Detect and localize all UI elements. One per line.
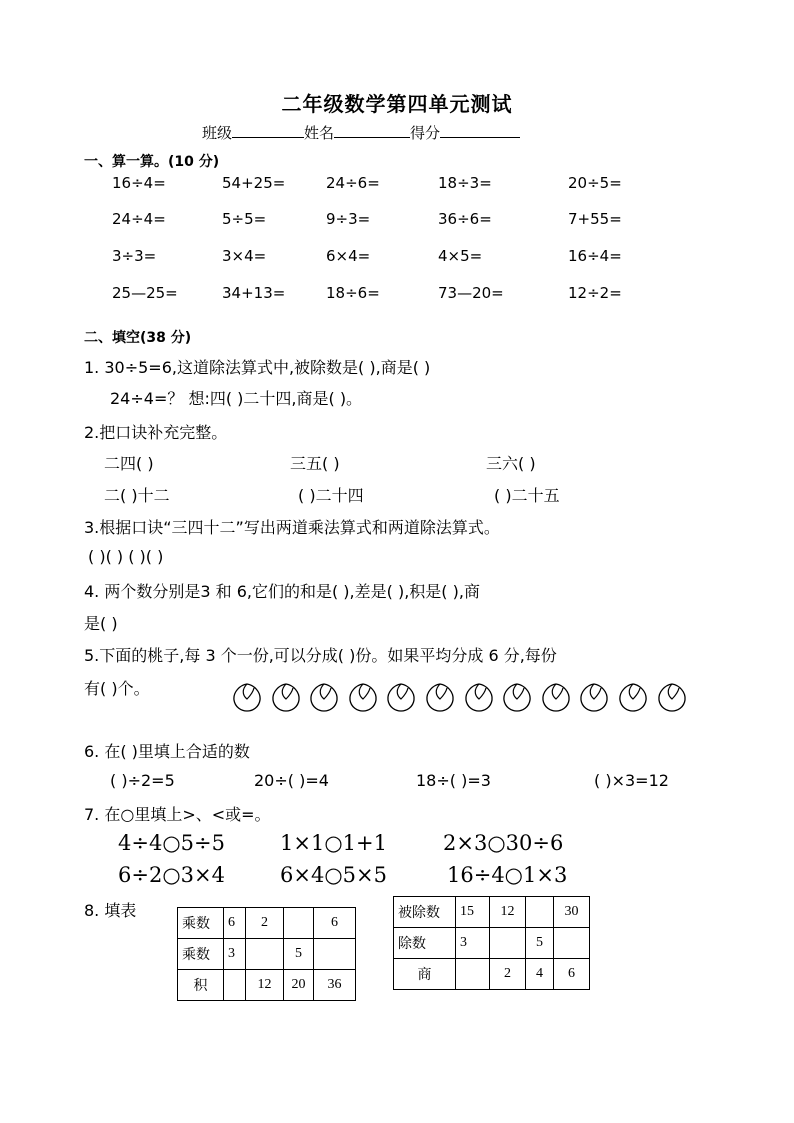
- table1-cell: [246, 939, 284, 970]
- table2-cell: [456, 959, 490, 990]
- section1-heading: 一、算一算。(10 分): [84, 154, 220, 170]
- q2-item: 二四( ): [104, 454, 154, 473]
- arithmetic-problem: 4×5=: [438, 247, 483, 265]
- q7-item: 4÷4○5÷5: [118, 831, 225, 855]
- score-blank[interactable]: [440, 121, 520, 138]
- table2-cell: 12: [490, 897, 526, 928]
- table2-cell: 6: [554, 959, 590, 990]
- q8-line1: 8. 填表: [84, 901, 137, 920]
- class-blank[interactable]: [232, 121, 304, 138]
- q4-line1: 4. 两个数分别是3 和 6,它们的和是( ),差是( ),积是( ),商: [84, 582, 480, 601]
- section2-heading: 二、填空(38 分): [84, 330, 192, 346]
- table2-row: [394, 928, 590, 959]
- table1-cell: 12: [246, 970, 284, 1001]
- arithmetic-problem: 6×4=: [326, 247, 371, 265]
- peach-icon: [425, 682, 455, 712]
- table1-row: [178, 970, 356, 1001]
- table1-row: [178, 939, 356, 970]
- table2-cell: 3: [456, 928, 490, 959]
- arithmetic-problem: 18÷6=: [326, 284, 380, 302]
- q6-item: 18÷( )=3: [416, 771, 491, 790]
- table2-header-cell: 除数: [394, 928, 456, 959]
- arithmetic-problem: 7+55=: [568, 210, 622, 228]
- arithmetic-problem: 24÷4=: [112, 210, 166, 228]
- q2-item: 三六( ): [486, 454, 536, 473]
- arithmetic-problem: 20÷5=: [568, 174, 622, 192]
- table1-cell: 20: [284, 970, 314, 1001]
- multiplication-table: [177, 907, 356, 1001]
- arithmetic-problem: 36÷6=: [438, 210, 492, 228]
- table2-header-cell: 商: [394, 959, 456, 990]
- q2-line1: 2.把口诀补充完整。: [84, 423, 228, 442]
- q3-line1: 3.根据口诀“三四十二”写出两道乘法算式和两道除法算式。: [84, 518, 500, 537]
- arithmetic-problem: 5÷5=: [222, 210, 267, 228]
- table1-cell: [224, 970, 246, 1001]
- arithmetic-problem: 9÷3=: [326, 210, 371, 228]
- table2-cell: 30: [554, 897, 590, 928]
- table1-cell: 5: [284, 939, 314, 970]
- arithmetic-problem: 12÷2=: [568, 284, 622, 302]
- student-info-line: [202, 121, 520, 143]
- q6-item: 20÷( )=4: [254, 771, 329, 790]
- arithmetic-problem: 54+25=: [222, 174, 286, 192]
- table1-cell: 6: [224, 908, 246, 939]
- table2-row: [394, 959, 590, 990]
- name-label: 姓名: [304, 124, 335, 142]
- q2-item: 三五( ): [290, 454, 340, 473]
- arithmetic-problem: 24÷6=: [326, 174, 380, 192]
- q4-line2: 是( ): [84, 614, 118, 633]
- table2-cell: [490, 928, 526, 959]
- arithmetic-problem: 16÷4=: [112, 174, 166, 192]
- table2-cell: 4: [526, 959, 554, 990]
- q7-item: 6×4○5×5: [280, 863, 387, 887]
- table2-header-cell: 被除数: [394, 897, 456, 928]
- q6-item: ( )÷2=5: [110, 771, 175, 790]
- arithmetic-problem: 18÷3=: [438, 174, 492, 192]
- table2-row: [394, 897, 590, 928]
- table2-cell: [554, 928, 590, 959]
- q7-line1: 7. 在○里填上>、<或=。: [84, 805, 271, 824]
- table1-cell: 3: [224, 939, 246, 970]
- q7-item: 2×3○30÷6: [443, 831, 564, 855]
- table2-cell: [526, 897, 554, 928]
- division-table: [393, 896, 590, 990]
- q1-line1: 1. 30÷5=6,这道除法算式中,被除数是( ),商是( ): [84, 358, 431, 377]
- class-label: 班级: [202, 124, 233, 142]
- peach-icon: [502, 682, 532, 712]
- arithmetic-problem: 34+13=: [222, 284, 286, 302]
- q7-item: 1×1○1+1: [280, 831, 387, 855]
- q6-item: ( )×3=12: [594, 771, 669, 790]
- table1-cell: 6: [314, 908, 356, 939]
- table1-cell: [284, 908, 314, 939]
- score-label: 得分: [410, 124, 441, 142]
- peach-icon: [657, 682, 687, 712]
- q1-line2: 24÷4=？ 想:四( )二十四,商是( )。: [110, 389, 363, 408]
- table1-cell: 36: [314, 970, 356, 1001]
- table2-cell: 5: [526, 928, 554, 959]
- q5-line2: 有( )个。: [84, 679, 150, 698]
- peach-icon: [464, 682, 494, 712]
- peach-icon: [309, 682, 339, 712]
- arithmetic-problem: 3×4=: [222, 247, 267, 265]
- q2-item: 二( )十二: [104, 486, 170, 505]
- q3-line2: ( )( ) ( )( ): [88, 547, 164, 566]
- arithmetic-problem: 3÷3=: [112, 247, 157, 265]
- peach-icon: [618, 682, 648, 712]
- table1-row: [178, 908, 356, 939]
- name-blank[interactable]: [334, 121, 410, 138]
- table2-cell: 2: [490, 959, 526, 990]
- table1-header-cell: 积: [178, 970, 224, 1001]
- page-title: 二年级数学第四单元测试: [281, 92, 513, 116]
- q5-line1: 5.下面的桃子,每 3 个一份,可以分成( )份。如果平均分成 6 分,每份: [84, 646, 557, 665]
- q6-line1: 6. 在( )里填上合适的数: [84, 742, 250, 761]
- q7-item: 6÷2○3×4: [118, 863, 225, 887]
- table1-cell: 2: [246, 908, 284, 939]
- peach-icon: [232, 682, 262, 712]
- peach-icon: [348, 682, 378, 712]
- q7-item: 16÷4○1×3: [447, 863, 568, 887]
- q2-item: ( )二十五: [494, 486, 560, 505]
- peach-icon: [271, 682, 301, 712]
- peach-icon: [579, 682, 609, 712]
- table1-cell: [314, 939, 356, 970]
- peach-icon: [386, 682, 416, 712]
- arithmetic-problem: 25—25=: [112, 284, 178, 302]
- table1-header-cell: 乘数: [178, 939, 224, 970]
- arithmetic-problem: 73—20=: [438, 284, 504, 302]
- arithmetic-problem: 16÷4=: [568, 247, 622, 265]
- table1-header-cell: 乘数: [178, 908, 224, 939]
- table2-cell: 15: [456, 897, 490, 928]
- q2-item: ( )二十四: [298, 486, 364, 505]
- peach-icon: [541, 682, 571, 712]
